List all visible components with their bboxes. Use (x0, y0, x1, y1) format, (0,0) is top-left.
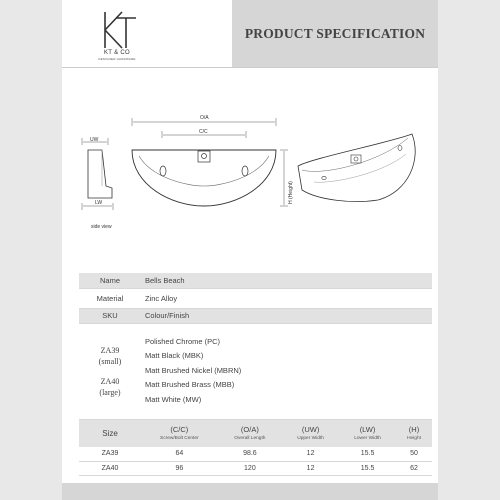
side-view-label: side view (91, 224, 112, 230)
size-cell: 96 (141, 461, 218, 475)
uw-dimension-label: UW (90, 137, 99, 143)
size-row-za40 (79, 461, 432, 475)
cc-dimension-label: C/C (199, 129, 208, 135)
size-cell: 12 (282, 447, 339, 461)
finish-item: Matt Brushed Brass (MBB) (145, 380, 235, 390)
name-label: Name (79, 273, 141, 288)
sku-small-code: ZA39 (100, 345, 120, 355)
size-cell: 64 (141, 447, 218, 461)
size-cell: 15.5 (339, 447, 396, 461)
size-cell: 120 (218, 461, 282, 475)
size-cell: 62 (396, 461, 432, 475)
brand-tagline: DESIGNER HARDWARE (98, 57, 136, 61)
size-cell: 98.6 (218, 447, 282, 461)
oa-dimension-label: O/A (200, 115, 209, 121)
sku-codes (79, 323, 141, 419)
name-value: Bells Beach (141, 273, 432, 288)
footer-band (62, 483, 438, 500)
material-label: Material (79, 288, 141, 308)
size-column-header: (LW) Lower Width (339, 419, 396, 447)
size-column-header: (H) Height (396, 419, 432, 447)
header (62, 0, 438, 67)
sku-large-code: ZA40 (100, 376, 120, 386)
title-band (232, 0, 438, 67)
sku-label: SKU (79, 308, 141, 323)
lw-dimension-label: LW (95, 200, 103, 206)
perspective-view (298, 134, 415, 202)
size-label: Size (79, 419, 141, 447)
front-view (132, 115, 294, 206)
name-row (79, 273, 432, 288)
size-row-za39 (79, 447, 432, 461)
size-column-header: (UW) Upper Width (282, 419, 339, 447)
size-row-sku: ZA40 (79, 461, 141, 475)
sku-row (79, 308, 432, 323)
finish-list (141, 323, 432, 419)
finish-label: Colour/Finish (141, 308, 432, 323)
finish-item: Polished Chrome (PC) (145, 336, 221, 346)
sku-large-size: (large) (99, 387, 121, 397)
size-column-header: (C/C) Screw/Bolt Center (141, 419, 218, 447)
spec-sheet-page (62, 0, 438, 500)
technical-drawing (62, 100, 438, 250)
sku-small-size: (small) (98, 356, 122, 366)
height-dimension-label: H (Height) (288, 181, 294, 204)
material-row (79, 288, 432, 308)
finish-item: Matt Black (MBK) (145, 351, 204, 361)
size-column-header: (O/A) Overall Length (218, 419, 282, 447)
finish-item: Matt White (MW) (145, 394, 202, 404)
page-title: PRODUCT SPECIFICATION (244, 25, 426, 41)
side-view (82, 137, 113, 230)
finish-row (79, 323, 432, 419)
brand-name: KT & CO (104, 50, 130, 56)
material-value: Zinc Alloy (141, 288, 432, 308)
size-cell: 15.5 (339, 461, 396, 475)
size-cell: 12 (282, 461, 339, 475)
size-header-row (79, 419, 432, 447)
size-cell: 50 (396, 447, 432, 461)
header-divider (62, 67, 438, 68)
spec-table (79, 273, 432, 476)
size-row-sku: ZA39 (79, 447, 141, 461)
finish-item: Matt Brushed Nickel (MBRN) (145, 365, 242, 375)
